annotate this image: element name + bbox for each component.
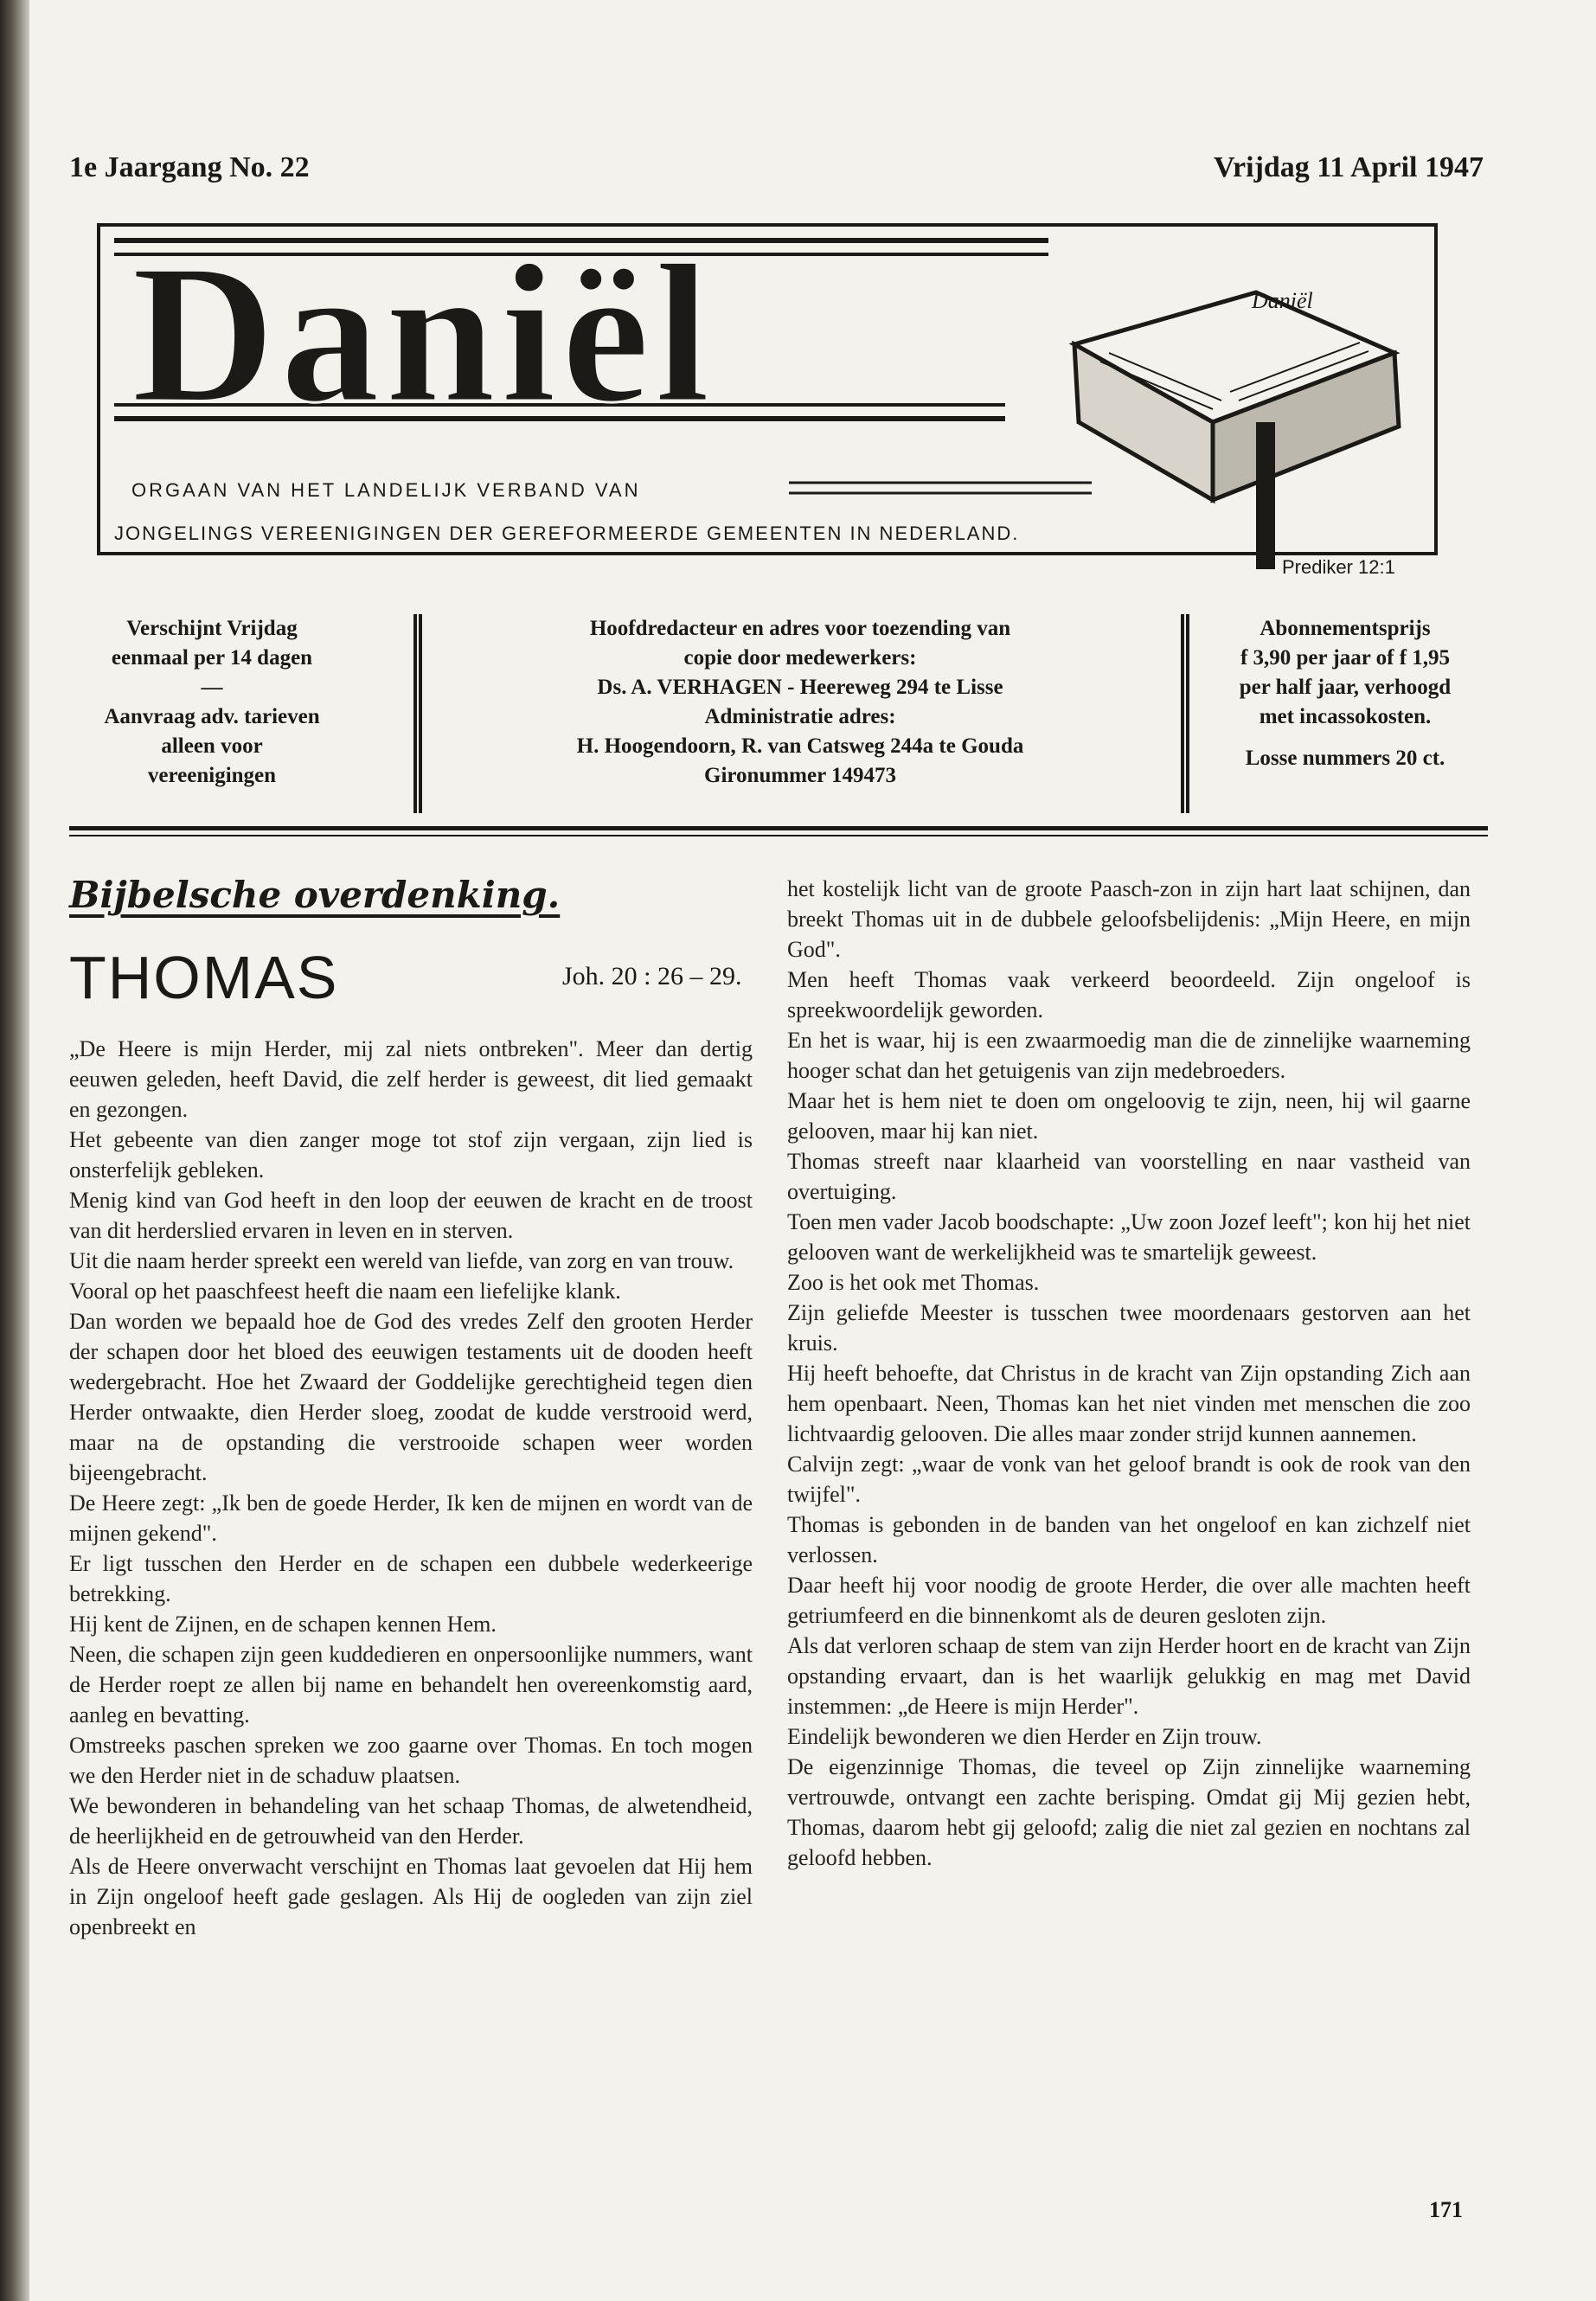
book-label: Daniël bbox=[1252, 288, 1313, 313]
paragraph: Hij kent de Zijnen, en de schapen kennen Hem. bbox=[69, 1612, 497, 1637]
section-kicker: Bijbelsche overdenking. bbox=[69, 874, 561, 916]
paragraph: Als de Heere onverwacht verschijnt en Thomas laat gevoelen dat Hij hem in Zijn ongeloof heeft gade geslagen. Als Hij de oogleden van zijn ziel openbreekt en bbox=[69, 1854, 753, 1939]
divider-rule bbox=[69, 826, 1488, 830]
masthead-title: Daniël bbox=[131, 223, 715, 444]
page-number: 171 bbox=[1429, 2197, 1463, 2222]
subscription-price: Abonnementsprijs f 3,90 per jaar of f 1,95 per half jaar, verhoogd met incassokosten. Losse nummers 20 ct. bbox=[1239, 617, 1452, 770]
editor-address: Hoofdredacteur en adres voor toezending van copie door medewerkers: Ds. A. VERHAGEN - Heereweg 294 te Lisse Administratie adres: H. Hoogendoorn, R. van Catsweg 244a te Gouda Gironummer 149473 bbox=[576, 617, 1024, 787]
divider-rule bbox=[69, 835, 1488, 836]
paragraph: De eigenzinnige Thomas, die teveel op Zijn zinnelijke waarneming vertrouwde, ontvangt een zachte berisping. Omdat gij Mij gezien hebt, Thomas, daarom hebt gij geloofd; zalig die niet zal gezien en nochtans zal geloofd hebben. bbox=[787, 1754, 1471, 1870]
book-illustration bbox=[1074, 292, 1399, 569]
paragraph: En het is waar, hij is een zwaarmoedig man die de zinnelijke waarneming hooger schat dan het getuigenis van zijn medebroeders. bbox=[787, 1028, 1471, 1083]
paragraph: Neen, die schapen zijn geen kuddedieren en onpersoonlijke nummers, want de Herder roept ze allen bij name en behandelt hen overeenkomstig aard, aanleg en bevatting. bbox=[69, 1642, 753, 1727]
issue-header bbox=[69, 151, 1484, 184]
issue-date: Vrijdag 11 April 1947 bbox=[1214, 151, 1484, 183]
paragraph: het kostelijk licht van de groote Paasch-zon in zijn hart laat schijnen, dan breekt Thomas uit in de dubbele geloofsbelijdenis: „Mijn Heere, en mijn God". bbox=[787, 876, 1471, 962]
publication-info bbox=[69, 614, 1488, 822]
article-title: THOMAS bbox=[69, 944, 339, 1011]
paragraph: Omstreeks paschen spreken we zoo gaarne over Thomas. En toch mogen we den Herder niet in de schaduw plaatsen. bbox=[69, 1733, 753, 1788]
masthead bbox=[97, 223, 1438, 580]
column-separator bbox=[1181, 614, 1189, 813]
paragraph: De Heere zegt: „Ik ben de goede Herder, Ik ken de mijnen en wordt van de mijnen gekend". bbox=[69, 1490, 753, 1546]
article-left-column bbox=[69, 1034, 753, 1942]
scripture-reference: Prediker 12:1 bbox=[1282, 556, 1395, 578]
paragraph: Uit die naam herder spreekt een wereld van liefde, van zorg en van trouw. bbox=[69, 1248, 734, 1273]
scanned-page-edge bbox=[0, 0, 29, 2301]
paragraph: Als dat verloren schaap de stem van zijn Herder hoort en de kracht van Zijn opstanding ervaart, dan is het waarlijk gelukkig en mag met David instemmen: „de Heere is mijn Herder". bbox=[787, 1633, 1471, 1719]
paragraph: Menig kind van God heeft in den loop der eeuwen de kracht en de troost van dit herderslied ervaren in leven en in sterven. bbox=[69, 1188, 753, 1243]
masthead-subtitle-2: JONGELINGS VEREENIGINGEN DER GEREFORMEERDE GEMEENTEN IN NEDERLAND. bbox=[114, 522, 1020, 544]
masthead-subtitle-1: ORGAAN VAN HET LANDELIJK VERBAND VAN bbox=[131, 479, 641, 501]
paragraph: Er ligt tusschen den Herder en de schapen een dubbele wederkeerige betrekking. bbox=[69, 1551, 753, 1606]
paragraph: Calvijn zegt: „waar de vonk van het geloof brandt is ook de rook van den twijfel". bbox=[787, 1452, 1471, 1507]
paragraph: Vooral op het paaschfeest heeft die naam een liefelijke klank. bbox=[69, 1279, 621, 1304]
issue-number: 1e Jaargang No. 22 bbox=[69, 151, 310, 183]
paragraph: Zijn geliefde Meester is tusschen twee moordenaars gestorven aan het kruis. bbox=[787, 1300, 1471, 1356]
paragraph: Zoo is het ook met Thomas. bbox=[787, 1270, 1040, 1295]
article-right-column bbox=[787, 874, 1471, 1873]
paragraph: Dan worden we bepaald hoe de God des vredes Zelf den grooten Herder der schapen door het bloed des eeuwigen testaments uit de dooden heeft wedergebracht. Hoe het Zwaard der Goddelijke gerechtigheid tegen dien Herder ontwaakte, dien Herder sloeg, zoodat de kudde verstrooid werd, maar na de opstanding die verstrooide schapen weer worden bijeengebracht. bbox=[69, 1309, 753, 1485]
paragraph: Men heeft Thomas vaak verkeerd beoordeeld. Zijn ongeloof is spreekwoordelijk geworden. bbox=[787, 967, 1471, 1022]
paragraph: Hij heeft behoefte, dat Christus in de kracht van Zijn opstanding Zich aan hem openbaart. Neen, Thomas kan het niet vinden met menschen die zoo lichtvaardig gelooven. Die alles maar zonder strijd kunnen aannemen. bbox=[787, 1361, 1471, 1446]
column-separator bbox=[413, 614, 422, 813]
paragraph: Thomas streeft naar klaarheid van voorstelling en naar vastheid van overtuiging. bbox=[787, 1149, 1471, 1204]
paragraph: Toen men vader Jacob boodschapte: „Uw zoon Jozef leeft"; kon hij het niet gelooven want de werkelijkheid was te smartelijk geweest. bbox=[787, 1209, 1471, 1265]
paragraph: Eindelijk bewonderen we dien Herder en Zijn trouw. bbox=[787, 1724, 1262, 1749]
article-reference: Joh. 20 : 26 – 29. bbox=[562, 962, 742, 990]
paragraph: Daar heeft hij voor noodig de groote Herder, die over alle machten heeft getriumfeerd en die binnenkomt als de deuren gesloten zijn. bbox=[787, 1573, 1471, 1628]
paragraph: Maar het is hem niet te doen om ongeloovig te zijn, neen, hij wil gaarne gelooven, maar hij kan niet. bbox=[787, 1088, 1471, 1144]
publication-schedule: Verschijnt Vrijdag eenmaal per 14 dagen — Aanvraag adv. tarieven alleen voor vereenigingen bbox=[104, 617, 320, 787]
paragraph: „De Heere is mijn Herder, mij zal niets ontbreken". Meer dan dertig eeuwen geleden, heeft David, die zelf herder is geweest, dit lied gemaakt en gezongen. bbox=[69, 1036, 753, 1122]
paragraph: We bewonderen in behandeling van het schaap Thomas, de alwetendheid, de heerlijkheid en de getrouwheid van den Herder. bbox=[69, 1793, 753, 1849]
paragraph: Het gebeente van dien zanger moge tot stof zijn vergaan, zijn lied is onsterfelijk gebleken. bbox=[69, 1127, 753, 1183]
paragraph: Thomas is gebonden in de banden van het ongeloof en kan zichzelf niet verlossen. bbox=[787, 1512, 1471, 1567]
